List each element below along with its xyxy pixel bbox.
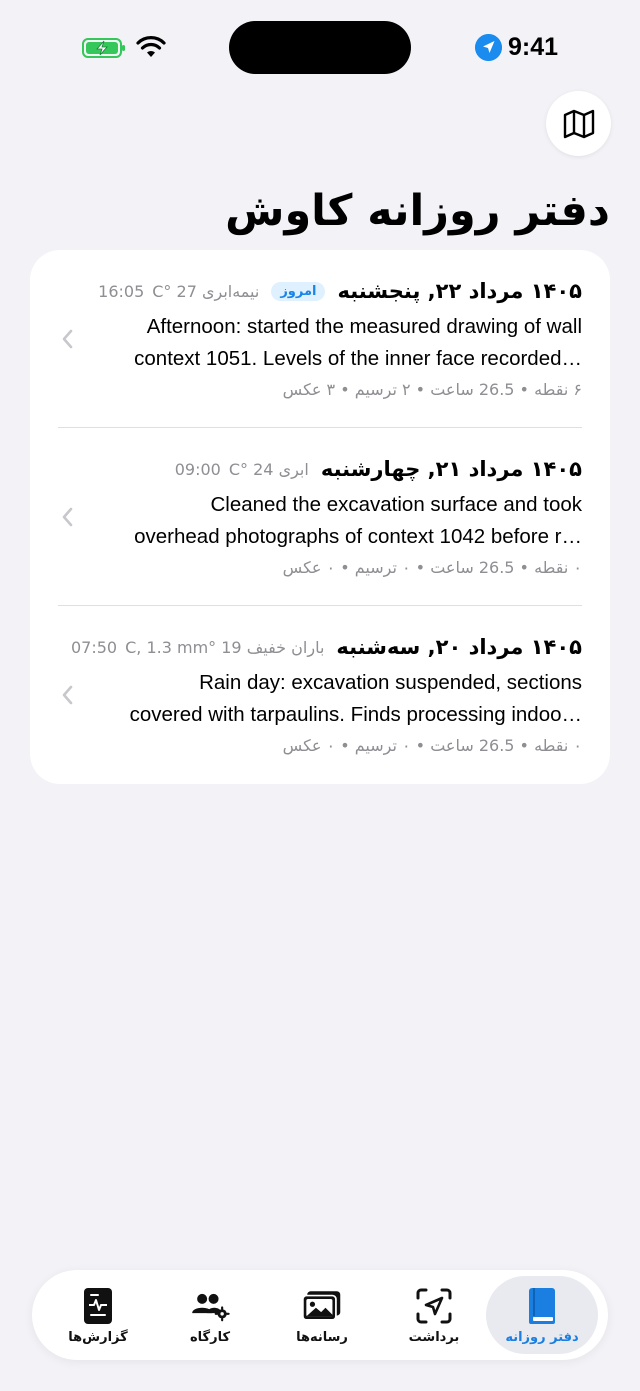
entry-header [82,452,582,486]
entry-stats: ۶ نقطه • 26.5 ساعت • ۲ ترسیم • ۳ عکس [282,380,582,399]
tab-daily-log[interactable] [486,1276,598,1354]
entry-date: ۱۴۰۵ مرداد ۲۲, پنجشنبه [337,279,582,303]
today-badge: امروز [271,282,325,301]
entry-summary [82,311,582,377]
entry-time: 07:50 [71,637,118,657]
tab-media[interactable] [266,1276,378,1354]
photos-icon [302,1288,342,1324]
entry-summary-line: context 1051. Levels of the inner face recorded… [134,347,582,370]
entry-date: ۱۴۰۵ مرداد ۲۰, سه‌شنبه [336,635,582,659]
entry-weather: باران خفیف 19 °C, 1.3 mm [125,637,325,657]
capture-location-icon [416,1288,452,1324]
report-icon [82,1287,114,1325]
status-bar [0,0,640,92]
log-entry[interactable] [30,606,610,784]
entry-header [71,630,582,664]
entry-stats: ۰ نقطه • 26.5 ساعت • ۰ ترسیم • ۰ عکس [282,736,582,755]
entry-stats: ۰ نقطه • 26.5 ساعت • ۰ ترسیم • ۰ عکس [282,558,582,577]
entry-date: ۱۴۰۵ مرداد ۲۱, چهارشنبه [320,457,582,481]
entry-time: 16:05 [98,281,145,301]
tab-label: گزارش‌ها [68,1330,128,1345]
entry-summary [82,667,582,733]
entry-header [82,274,582,308]
tab-label: دفتر روزانه [505,1330,579,1345]
entry-summary-line: overhead photographs of context 1042 before r… [134,525,582,548]
chevron-left-icon [60,684,74,706]
entry-meta [98,282,259,301]
chevron-left-icon [60,506,74,528]
entry-time: 09:00 [174,459,221,479]
entry-weather: ابری 24 °C [228,459,309,479]
entry-summary-line: Rain day: excavation suspended, sections [199,671,582,694]
entry-summary [82,489,582,555]
log-entry[interactable] [30,250,610,428]
map-icon [562,107,596,141]
chevron-left-icon [60,328,74,350]
dynamic-island [229,21,411,74]
page-title: دفتر روزانه کاوش [225,186,610,236]
tab-label: کارگاه [189,1330,231,1345]
entry-summary-line: Cleaned the excavation surface and took [210,493,582,516]
entry-meta [175,460,309,479]
tab-label: برداشت [408,1330,460,1345]
entry-meta [71,638,324,657]
location-arrow-icon [475,34,502,61]
entry-summary-line: Afternoon: started the measured drawing of wall [146,315,582,338]
tab-reports[interactable] [42,1276,154,1354]
tab-bar [32,1270,608,1360]
tab-capture[interactable] [378,1276,490,1354]
entry-summary-line: covered with tarpaulins. Finds processing indoo… [129,703,582,726]
log-entry[interactable] [30,428,610,606]
tab-workshop[interactable] [154,1276,266,1354]
log-entries-list [30,250,610,784]
tab-label: رسانه‌ها [296,1330,348,1345]
battery-charging-icon [82,38,126,58]
book-icon [527,1287,557,1325]
entry-weather: نیمه‌ابری 27 °C [152,281,260,301]
team-settings-icon [190,1286,230,1326]
status-time: 9:41 [508,33,559,61]
map-button[interactable] [546,91,611,156]
wifi-icon [136,35,166,59]
